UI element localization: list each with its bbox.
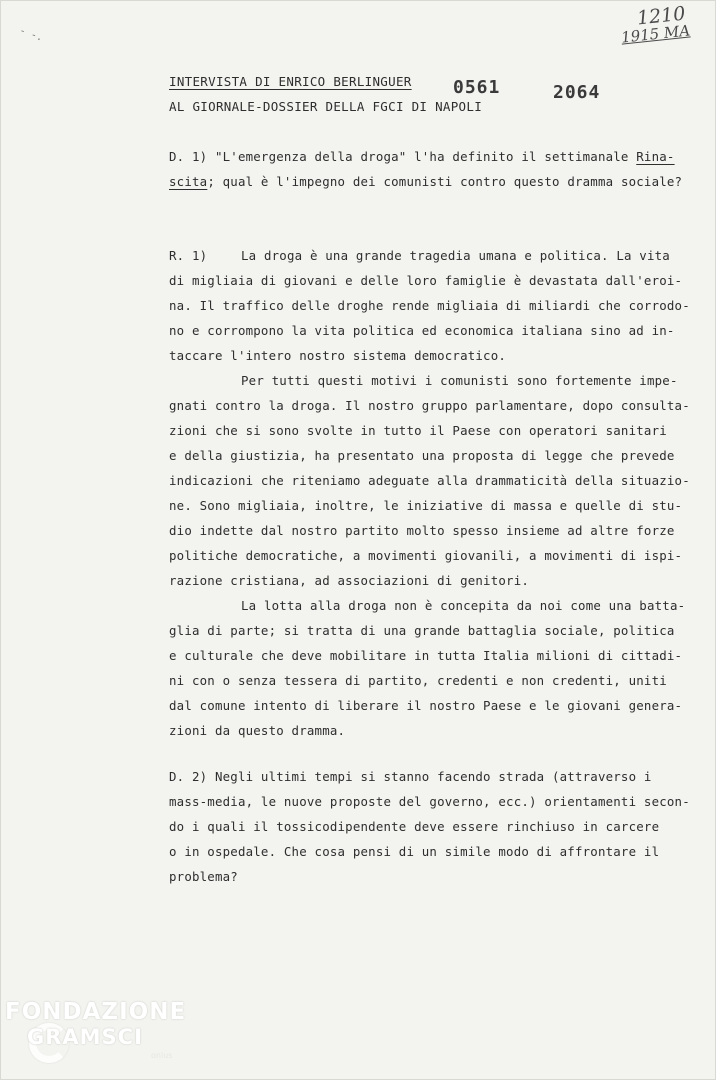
question-text: D. 1) "L'emergenza della droga" l'ha definito il settimanale	[169, 149, 637, 164]
paragraph-line: e culturale che deve mobilitare in tutta Italia milioni di cittadi-	[169, 648, 683, 663]
paragraph-line: gnati contro la droga. Il nostro gruppo parlamentare, dopo consulta-	[169, 398, 690, 413]
archive-stamp-number: 0561	[453, 77, 501, 98]
pencil-mark: ‑ ‑.	[17, 25, 45, 44]
answer-label: R. 1)	[169, 248, 208, 263]
paragraph-line: glia di parte; si tratta di una grande battaglia sociale, politica	[169, 623, 675, 638]
question-1	[169, 144, 683, 194]
paragraph-line: razione cristiana, ad associazioni di genitori.	[169, 573, 530, 588]
paragraph-line: zioni che si sono svolte in tutto il Paese con operatori sanitari	[169, 423, 667, 438]
paragraph-line: Per tutti questi motivi i comunisti sono fortemente impe-	[241, 373, 678, 388]
paragraph-line: e della giustizia, ha presentato una proposta di legge che prevede	[169, 448, 675, 463]
watermark-line1: FONDAZIONE	[5, 999, 187, 1025]
question-line: do i quali il tossicodipendente deve essere rinchiuso in carcere	[169, 819, 660, 834]
question-line: problema?	[169, 869, 238, 884]
document-subtitle: AL GIORNALE-DOSSIER DELLA FGCI DI NAPOLI	[169, 99, 483, 114]
document-title: INTERVISTA DI ENRICO BERLINGUER	[169, 74, 412, 89]
paragraph-line: ne. Sono migliaia, inoltre, le iniziative di massa e quelle di stu-	[169, 498, 683, 513]
paragraph-line: no e corrompono la vita politica ed economica italiana sino ad in-	[169, 323, 675, 338]
watermark-line2: GRAMSCI	[27, 1025, 143, 1049]
paragraph-line: taccare l'intero nostro sistema democratico.	[169, 348, 507, 363]
answer-1	[169, 243, 690, 743]
question-line: o in ospedale. Che cosa pensi di un simile modo di affrontare il	[169, 844, 660, 859]
handwritten-annotation: 1915 MA	[620, 21, 691, 47]
paragraph-line: indicazioni che riteniamo adeguate alla drammaticità della situazio-	[169, 473, 690, 488]
watermark-small: onlus	[151, 1051, 173, 1060]
paragraph-line: dal comune intento di liberare il nostro Paese e le giovani genera-	[169, 698, 683, 713]
paragraph-line: zioni da questo dramma.	[169, 723, 346, 738]
paragraph-line: di migliaia di giovani e delle loro famiglie è devastata dall'eroi-	[169, 273, 683, 288]
underlined-word: scita	[169, 174, 208, 189]
paragraph-line: dio indette dal nostro partito molto spesso insieme ad altre forze	[169, 523, 675, 538]
paragraph-line: politiche democratiche, a movimenti giovanili, a movimenti di ispi-	[169, 548, 683, 563]
archive-stamp-number: 2064	[553, 82, 601, 103]
underlined-word: Rina-	[636, 149, 675, 164]
question-2	[169, 764, 690, 889]
paragraph-line: ni con o senza tessera di partito, credenti e non credenti, uniti	[169, 673, 667, 688]
paragraph-line: La droga è una grande tragedia umana e politica. La vita	[241, 248, 670, 263]
question-line: D. 2) Negli ultimi tempi si stanno facendo strada (attraverso i	[169, 769, 652, 784]
question-line: mass-media, le nuove proposte del governo, ecc.) orientamenti secon-	[169, 794, 690, 809]
handwritten-number: 1210	[635, 2, 687, 30]
question-text: ; qual è l'impegno dei comunisti contro questo dramma sociale?	[207, 174, 683, 189]
paragraph-line: na. Il traffico delle droghe rende migliaia di miliardi che corrodo-	[169, 298, 690, 313]
paragraph-line: La lotta alla droga non è concepita da noi come una batta-	[241, 598, 686, 613]
